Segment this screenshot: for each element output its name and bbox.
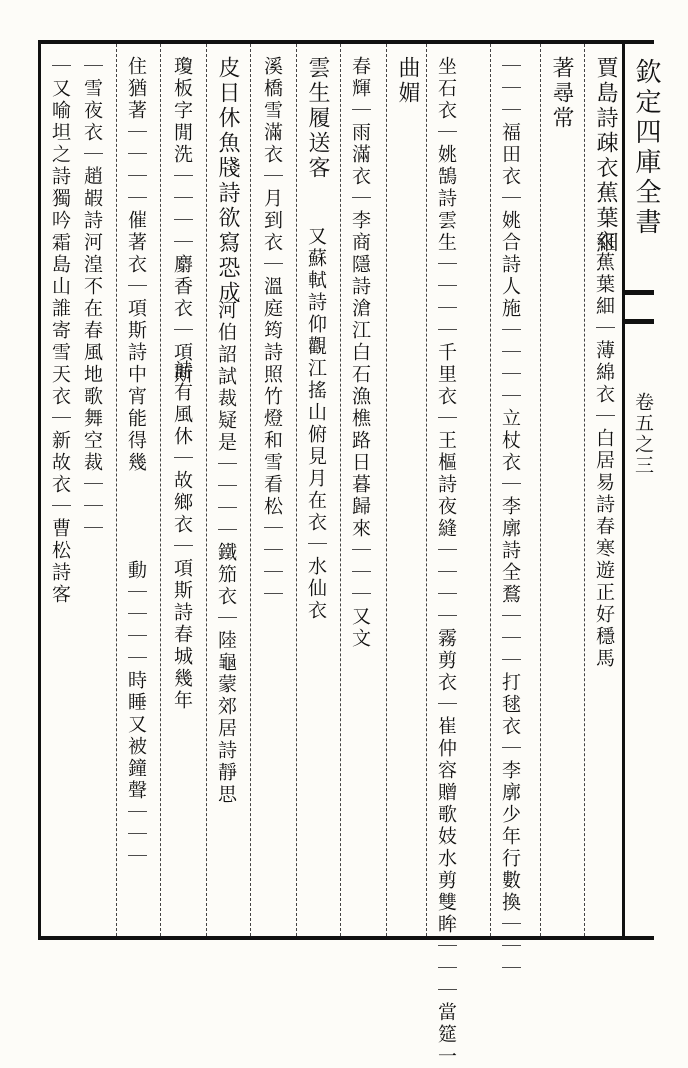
text-column: 動｜｜｜｜時睡又被鐘聲｜｜｜ [125,560,147,868]
text-column: 皮日休魚牋詩欲寫恐成 [215,56,240,306]
book-title: 欽定四庫全書 [631,58,661,238]
text-column: 賈島詩疎衣蕉葉細 [593,56,618,256]
column-rule [426,44,428,936]
text-column: ｜雪夜衣｜趙嘏詩河湟不在春風地歌舞空裁｜｜｜ [81,56,103,540]
column-rule [206,44,208,936]
text-column: 河伯詔試裁疑是｜｜｜｜鐵笳衣｜陸龜蒙郊居詩靜思 [215,300,237,806]
text-column: 衣蕉葉細｜薄綿衣｜白居易詩春寒遊正好穩馬 [593,230,615,670]
text-column: 著尋常 [549,56,574,131]
column-rule [340,44,342,936]
column-rule [116,44,118,936]
text-column: 住猶著｜｜｜｜催著衣｜項斯詩中宵能得幾 [125,56,147,474]
text-column: 雲生履送客 [305,56,330,181]
text-column: 瓊板字閒洗｜｜｜｜麝香衣｜項斯 [171,56,193,386]
volume-label: 卷五之三 [632,392,654,476]
text-column: 春輝｜雨滿衣｜李商隱詩滄江白石漁樵路日暮歸來｜｜｜又文 [349,56,371,650]
column-rule [584,44,586,936]
column-rule [386,44,388,936]
column-rule [490,44,492,936]
column-rule [296,44,298,936]
text-column: 詩有風休｜故鄉衣｜項斯詩春城幾年 [171,360,193,712]
text-column: ｜｜｜福田衣｜姚合詩人施｜｜｜｜立杖衣｜李廓詩全鶩｜｜｜打毬衣｜李廓少年行數換｜｜｜ [499,56,521,980]
text-column: 坐石衣｜姚鵠詩雲生｜｜｜｜千里衣｜王樞詩夜縫｜｜｜｜霧剪衣｜崔仲容贈歌妓水剪雙眸｜｜｜當筵一 [435,56,457,1068]
text-column: 溪橋雪滿衣｜月到衣｜溫庭筠詩照竹燈和雪看松｜｜｜｜ [261,56,283,606]
column-rule [540,44,542,936]
text-column: 又蘇軾詩仰觀江搖山俯見月在衣｜水仙衣 [305,226,327,622]
fish-tail-ornament [622,290,654,324]
column-rule [250,44,252,936]
column-rule [160,44,162,936]
text-column: ｜又喻坦之詩獨吟霜島山誰寄雪天衣｜新故衣｜曹松詩客 [49,56,71,606]
text-column: 曲媚 [395,56,420,106]
